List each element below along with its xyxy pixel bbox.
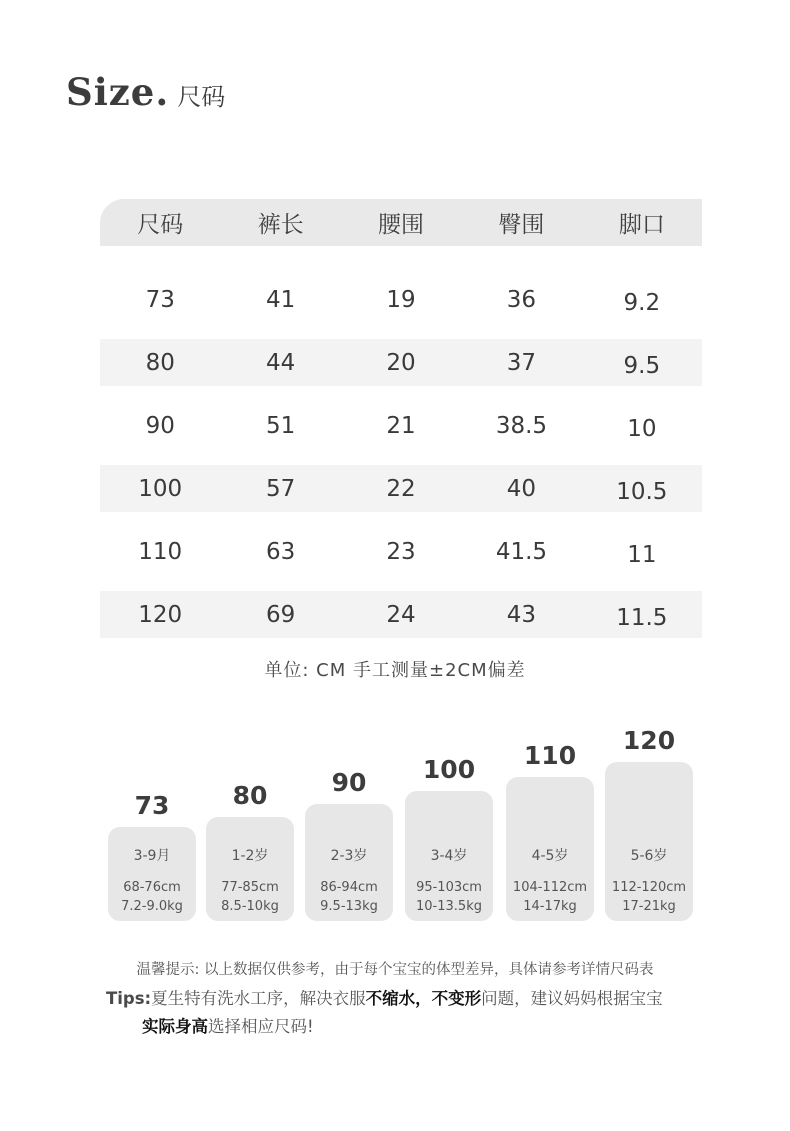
card-height: 86-94cm <box>320 880 378 895</box>
size-card-100 <box>405 755 493 921</box>
header-waist: 腰围 <box>378 212 425 238</box>
tips-block <box>106 985 716 1041</box>
cell-hip: 36 <box>506 286 537 313</box>
card-age: 2-3岁 <box>330 848 368 864</box>
cell-hip: 41.5 <box>495 538 548 565</box>
card-weight: 17-21kg <box>622 899 676 914</box>
size-table <box>100 199 702 654</box>
cell-size: 90 <box>145 412 175 439</box>
tips-bold-1: 不缩水，不变形 <box>365 989 482 1008</box>
card-height: 77-85cm <box>221 880 279 895</box>
cell-waist: 21 <box>386 412 416 439</box>
cell-waist: 22 <box>386 475 416 502</box>
tips-bold-2: 实际身高 <box>142 1017 208 1036</box>
cell-hip: 40 <box>506 475 537 502</box>
card-age: 3-4岁 <box>430 848 468 864</box>
cell-size: 110 <box>138 538 183 565</box>
title-cn: 尺码 <box>177 83 226 111</box>
cell-hem: 10 <box>627 415 657 442</box>
cell-length: 41 <box>265 286 296 313</box>
cell-size: 80 <box>145 349 175 376</box>
cell-hem: 9.5 <box>623 352 661 379</box>
table-row <box>100 402 702 449</box>
card-size: 73 <box>134 791 170 820</box>
cell-hip: 38.5 <box>495 412 548 439</box>
card-size: 90 <box>331 768 367 797</box>
title-en: Size. <box>66 70 170 114</box>
header-hip: 臀围 <box>498 212 545 238</box>
cell-waist: 20 <box>386 349 416 376</box>
card-height: 68-76cm <box>123 880 181 895</box>
card-age: 4-5岁 <box>531 848 569 864</box>
cell-size: 100 <box>138 475 183 502</box>
header-hem: 脚口 <box>618 212 665 238</box>
cell-hip: 43 <box>506 601 537 628</box>
card-age: 3-9月 <box>133 848 171 864</box>
table-row <box>100 591 702 638</box>
tips-text-2: 问题，建议妈妈根据宝宝 <box>481 989 663 1008</box>
cell-length: 57 <box>265 475 296 502</box>
page-title <box>66 70 225 114</box>
cell-waist: 24 <box>386 601 416 628</box>
size-card-73 <box>108 791 196 921</box>
cell-hem: 9.2 <box>623 289 661 316</box>
table-row <box>100 339 702 386</box>
card-weight: 7.2-9.0kg <box>121 899 183 914</box>
card-size: 80 <box>232 781 268 810</box>
tips-lead: Tips: <box>106 989 152 1008</box>
card-age: 5-6岁 <box>630 848 668 864</box>
card-weight: 9.5-13kg <box>320 899 378 914</box>
tips-text-1: 夏生特有洗水工序，解决衣服 <box>151 989 366 1008</box>
card-size: 100 <box>422 755 476 784</box>
cell-length: 51 <box>265 412 296 439</box>
tips-text-3: 选择相应尺码! <box>208 1017 314 1036</box>
card-height: 104-112cm <box>512 880 588 895</box>
table-row <box>100 465 702 512</box>
cell-hip: 37 <box>506 349 537 376</box>
cell-size: 120 <box>138 601 183 628</box>
size-card-120 <box>605 726 693 921</box>
card-age: 1-2岁 <box>231 848 269 864</box>
cell-length: 63 <box>265 538 296 565</box>
size-card-80 <box>206 781 294 921</box>
card-size: 110 <box>523 741 577 770</box>
card-weight: 10-13.5kg <box>416 899 482 914</box>
unit-note: 单位: CM 手工测量±2CM偏差 <box>264 660 526 681</box>
table-row <box>100 528 702 575</box>
size-card-110 <box>506 741 594 921</box>
cell-hem: 11.5 <box>616 604 668 631</box>
table-header <box>100 199 702 246</box>
cell-hem: 11 <box>627 541 657 568</box>
header-size: 尺码 <box>137 212 184 238</box>
cell-waist: 23 <box>386 538 416 565</box>
cell-length: 44 <box>265 349 296 376</box>
cell-length: 69 <box>265 601 296 628</box>
warm-tip: 温馨提示: 以上数据仅供参考，由于每个宝宝的体型差异，具体请参考详情尺码表 <box>136 962 654 978</box>
size-card-90 <box>305 768 393 921</box>
card-height: 95-103cm <box>416 880 482 895</box>
header-length: 裤长 <box>257 212 304 238</box>
card-height: 112-120cm <box>611 880 687 895</box>
cell-size: 73 <box>145 286 175 313</box>
cell-waist: 19 <box>386 286 416 313</box>
cell-hem: 10.5 <box>616 478 668 505</box>
table-row <box>100 276 702 323</box>
card-size: 120 <box>622 726 676 755</box>
card-weight: 14-17kg <box>523 899 577 914</box>
card-weight: 8.5-10kg <box>221 899 279 914</box>
